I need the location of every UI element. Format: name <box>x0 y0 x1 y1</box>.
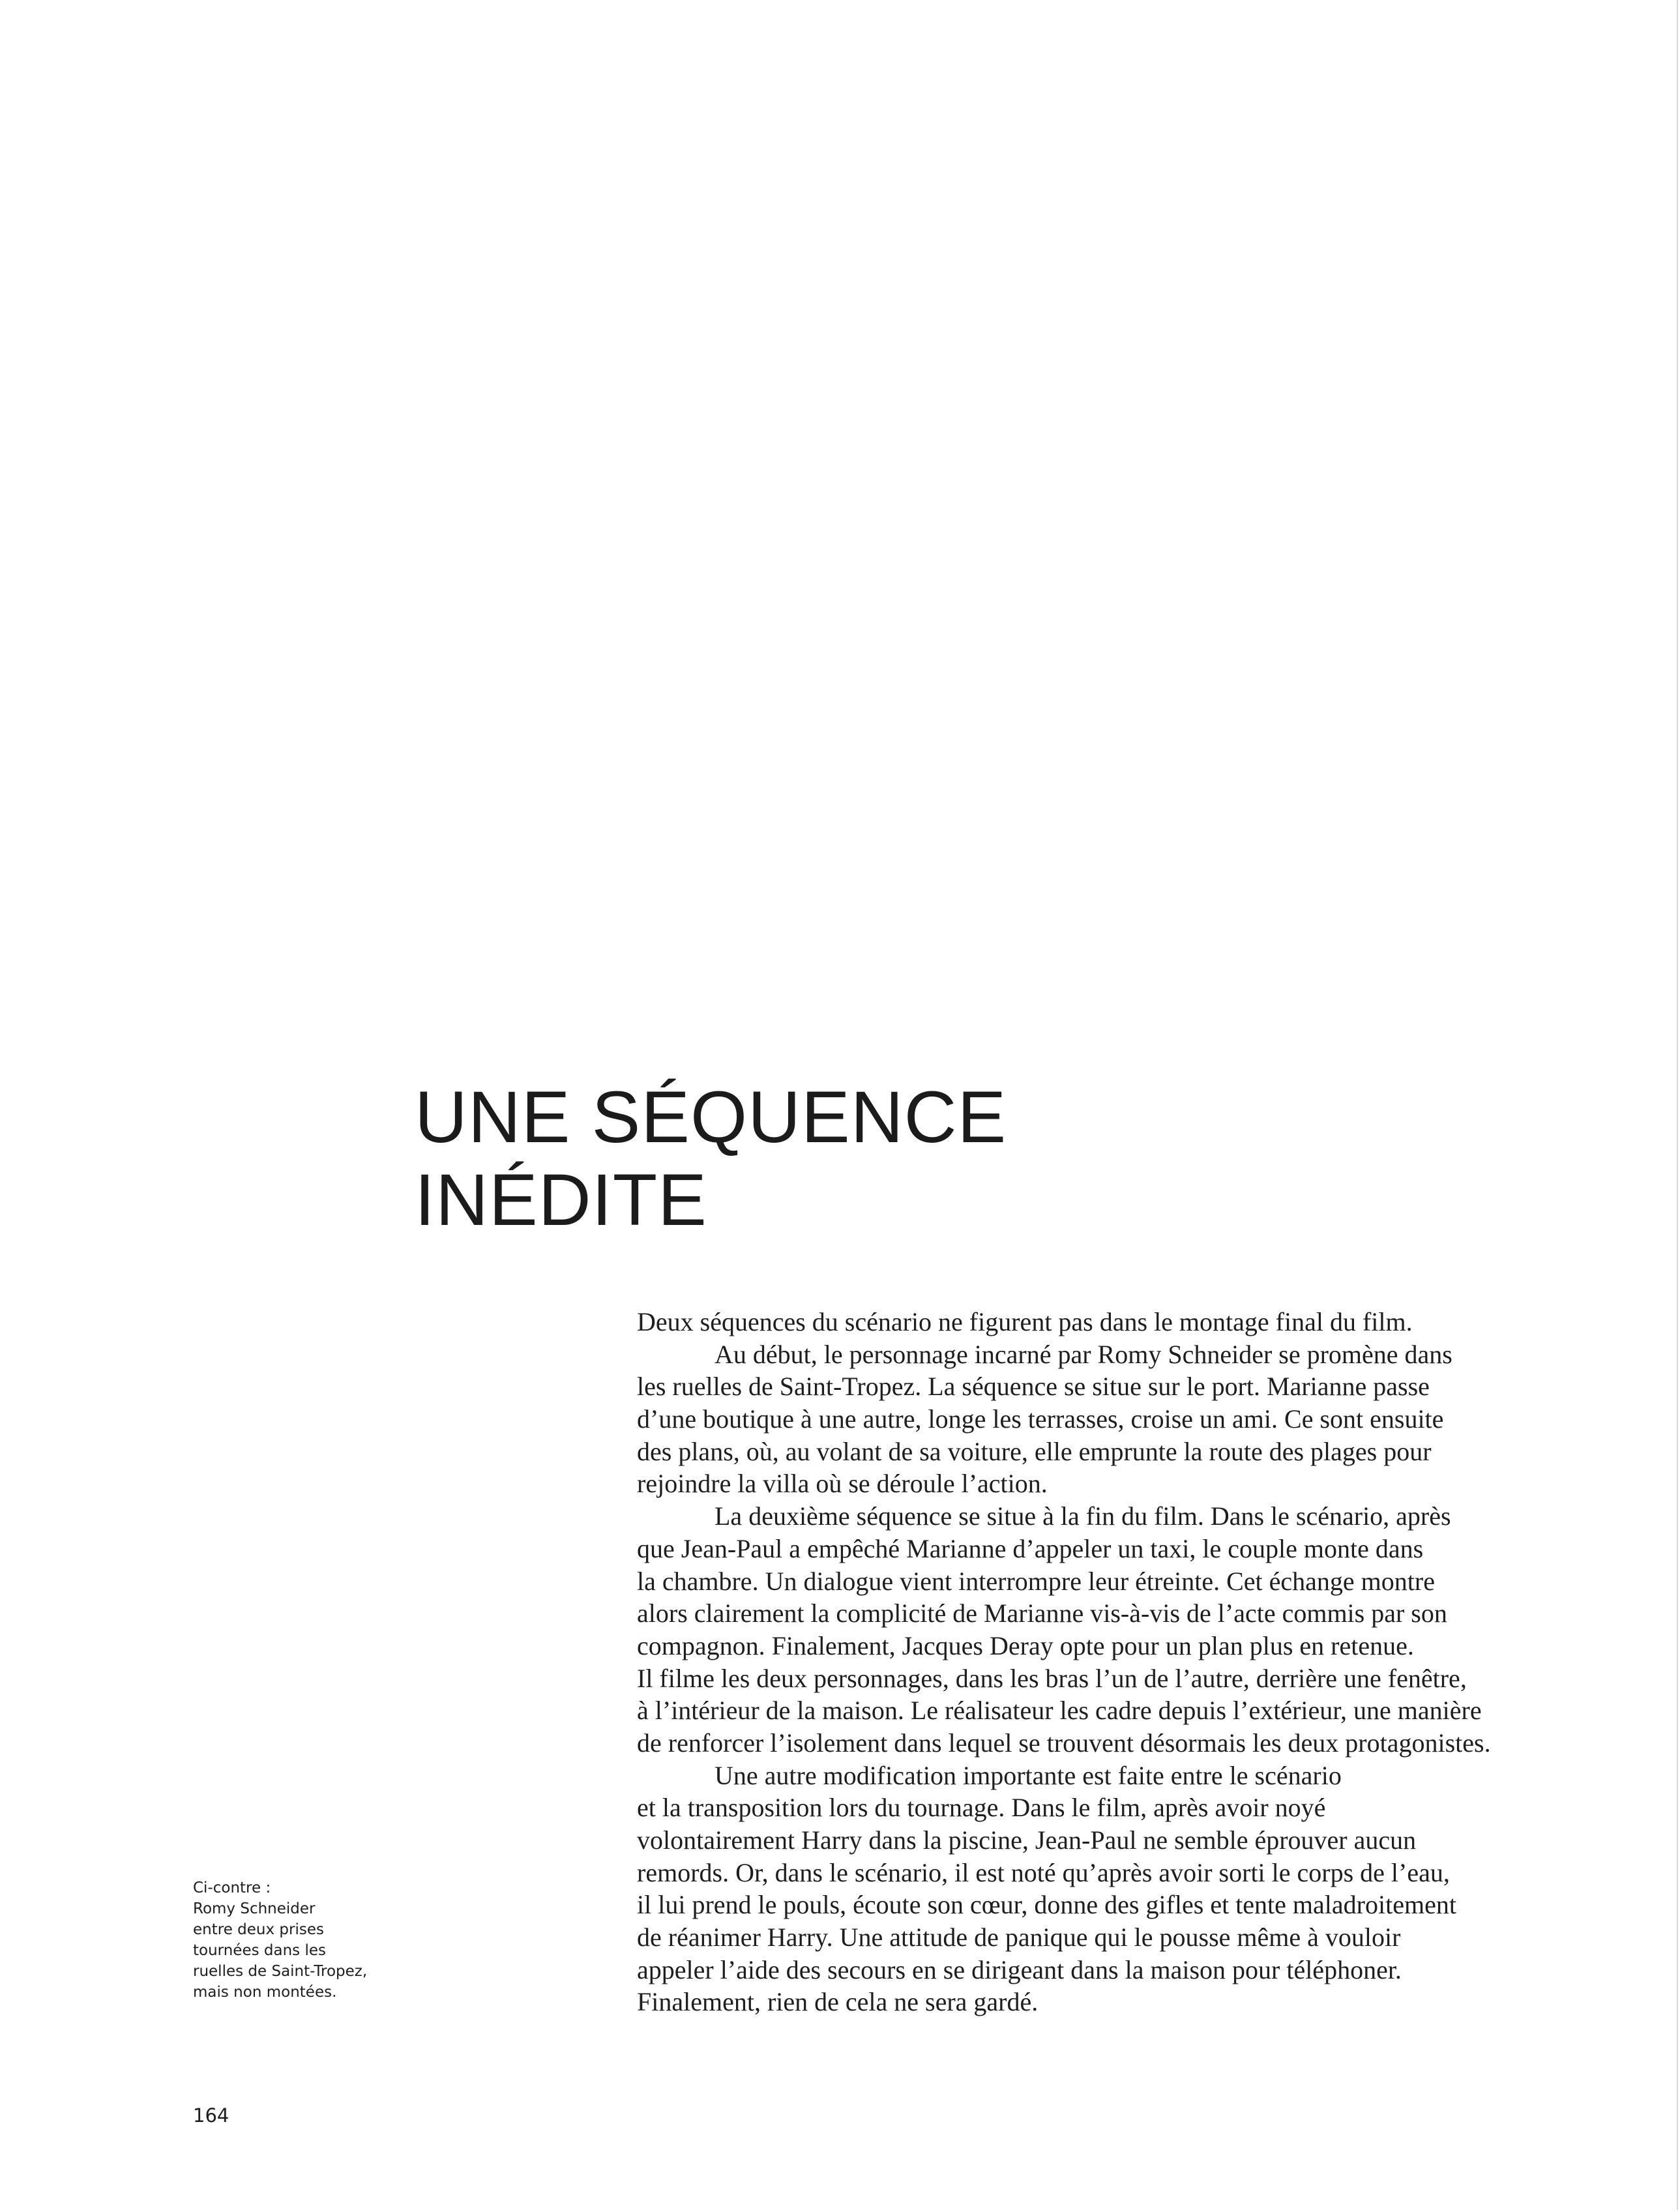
body-line: Une autre modification importante est faite entre le scénario <box>715 1760 1342 1790</box>
body-line: et la transposition lors du tournage. Dans le film, après avoir noyé <box>637 1793 1326 1823</box>
body-line: Finalement, rien de cela ne sera gardé. <box>637 1987 1039 2017</box>
caption-line: ruelles de Saint-Tropez, <box>193 1963 368 1980</box>
caption-line: Romy Schneider <box>193 1900 316 1917</box>
body-line: la chambre. Un dialogue vient interrompre leur étreinte. Cet échange montre <box>637 1566 1435 1596</box>
caption-line: tournées dans les <box>193 1942 326 1959</box>
body-line: il lui prend le pouls, écoute son cœur, donne des gifles et tente maladroitement <box>637 1890 1456 1920</box>
body-line: appeler l’aide des secours en se dirigeant dans la maison pour téléphoner. <box>637 1954 1402 1984</box>
page-edge-divider <box>1677 0 1678 2210</box>
caption-line: mais non montées. <box>193 1984 337 2001</box>
body-line: Il filme les deux personnages, dans les bras l’un de l’autre, derrière une fenêtre, <box>637 1663 1467 1693</box>
body-line: que Jean-Paul a empêché Marianne d’appeler un taxi, le couple monte dans <box>637 1533 1424 1563</box>
body-line: à l’intérieur de la maison. Le réalisateur les cadre depuis l’extérieur, une manière <box>637 1696 1482 1726</box>
caption-line: entre deux prises <box>193 1921 324 1938</box>
title-line-2: INÉDITE <box>415 1159 707 1241</box>
body-line: compagnon. Finalement, Jacques Deray opte pour un plan plus en retenue. <box>637 1630 1414 1660</box>
body-line: de renforcer l’isolement dans lequel se trouvent désormais les deux protagonistes. <box>637 1728 1491 1758</box>
body-line: d’une boutique à une autre, longe les terrasses, croise un ami. Ce sont ensuite <box>637 1404 1444 1434</box>
body-line: alors clairement la complicité de Marianne vis-à-vis de l’acte commis par son <box>637 1599 1447 1628</box>
section-title <box>415 1076 1007 1241</box>
body-line: rejoindre la villa où se déroule l’action. <box>637 1469 1048 1499</box>
page-number: 164 <box>193 2104 229 2127</box>
body-line: remords. Or, dans le scénario, il est noté qu’après avoir sorti le corps de l’eau, <box>637 1857 1450 1887</box>
body-line: Au début, le personnage incarné par Romy Schneider se promène dans <box>715 1339 1452 1369</box>
photo-caption <box>193 1878 367 2003</box>
body-text <box>637 1306 1491 2018</box>
body-line: les ruelles de Saint-Tropez. La séquence se situe sur le port. Marianne passe <box>637 1372 1430 1402</box>
body-line: Deux séquences du scénario ne figurent pas dans le montage final du film. <box>637 1307 1413 1336</box>
body-line: La deuxième séquence se situe à la fin du film. Dans le scénario, après <box>715 1501 1451 1531</box>
body-line: volontairement Harry dans la piscine, Jean-Paul ne semble éprouver aucun <box>637 1825 1417 1855</box>
body-line: de réanimer Harry. Une attitude de panique qui le pousse même à vouloir <box>637 1923 1401 1952</box>
body-line: des plans, où, au volant de sa voiture, elle emprunte la route des plages pour <box>637 1436 1432 1466</box>
caption-line: Ci-contre : <box>193 1879 271 1896</box>
title-line-1: UNE SÉQUENCE <box>415 1076 1007 1158</box>
